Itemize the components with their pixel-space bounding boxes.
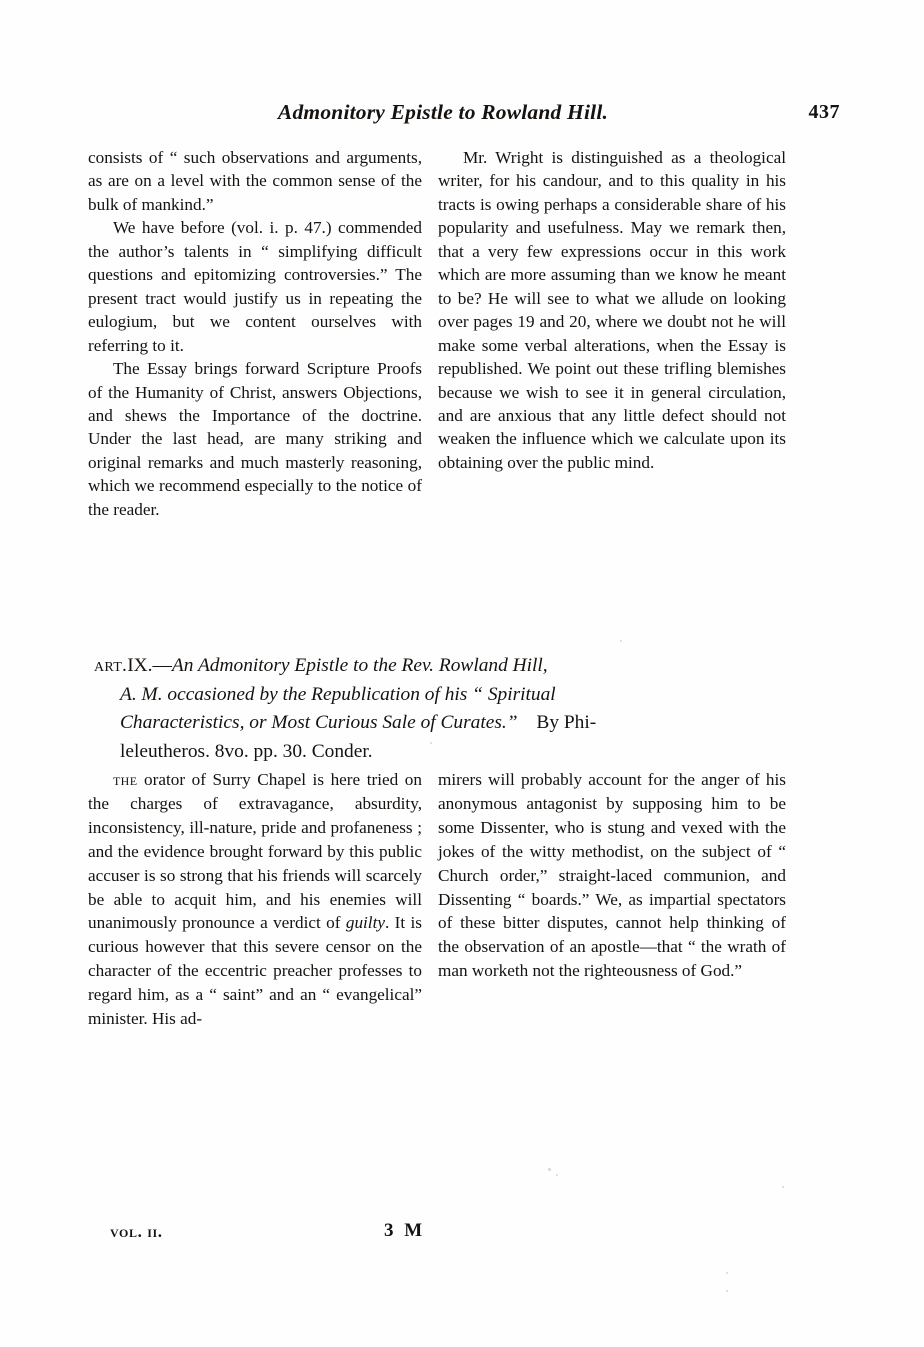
paragraph: consists of “ such observations and arguments, as are on a level with the common sense of the bulk of mankind.” [88, 148, 422, 214]
article-number: IX. [127, 655, 153, 676]
paragraph: mirers will probably account for the anger of his anonymous antagonist by supposing him to be some Dissenter, who is stung and vexed with the jokes of the witty methodist, on the subject of “ Church order,” straight-laced communion, and Dissenting “ boards.” We, as impartial spectators of these bitter disputes, cannot help thinking of the observation of an apostle—that “ the wrath of man worketh not the righteousness of God.” [438, 770, 786, 981]
scan-speck [548, 1168, 551, 1171]
page-number: 437 [808, 101, 840, 123]
scan-speck [556, 1174, 558, 1176]
lower-right-column [438, 768, 786, 983]
article-title-line-2: A. M. occasioned by the Republication of his “ Spiritual [120, 683, 556, 705]
paragraph-text: orator of Surry Chapel is here tried on the charges of extravagance, absurdity, inconsistency, ill-nature, pride and profaneness ; and the evidence brought forward by this public accuser is so strong that his friends will scarcely be able to acquit him, and his enemies will unanimously pronounce a verdict of [88, 770, 422, 933]
paragraph-text-tail: . It is curious however that this severe censor on the character of the eccentric preacher professes to regard him, as a “ saint” and an “ evangelical” minister. His ad- [88, 913, 422, 1029]
lower-left-column [88, 768, 422, 1031]
article-title-line-3: Characteristics, or Most Curious Sale of Curates.” [120, 712, 518, 734]
signature-mark: 3 M [384, 1220, 426, 1241]
scan-speck [782, 1186, 784, 1188]
article-title-line-1: An Admonitory Epistle to the Rev. Rowland Hill, [171, 655, 548, 676]
paragraph [88, 768, 422, 1031]
scan-speck [620, 640, 622, 642]
paragraph: Mr. Wright is distinguished as a theological writer, for his candour, and to this quality in his tracts is owing perhaps a considerable share of his popularity and usefulness. May we remark then, that a very few expressions occur in this work which are more assuming than we know he meant to be? He will see to what we allude on looking over pages 19 and 20, where we doubt not he will make some verbal alterations, when the Essay is republished. We point out these trifling blemishes because we wish to see it in general circulation, and are anxious that any little defect should not weaken the influence which we calculate upon its obtaining over the public mind. [438, 148, 786, 472]
article-imprint: leleutheros. 8vo. pp. 30. Conder. [120, 740, 373, 762]
page-footer [88, 1222, 840, 1248]
running-head [88, 100, 840, 130]
article-dash: — [152, 655, 172, 676]
article-publisher-lead: By Phi- [536, 712, 597, 734]
scan-speck [726, 1290, 728, 1292]
article-heading [94, 652, 836, 766]
volume-label: vol. ii. [110, 1222, 163, 1241]
scan-speck [726, 1272, 728, 1274]
scan-speck [430, 742, 432, 744]
article-label: art. [94, 655, 128, 676]
opening-small-caps-word: the [112, 770, 138, 789]
upper-right-column [438, 146, 786, 474]
paragraph: We have before (vol. i. p. 47.) commended the author’s talents in “ simplifying difficult questions and epitomizing controversies.” The present tract would justify us in repeating the eulogium, but we content ourselves with referring to it. [88, 218, 422, 355]
upper-left-column [88, 146, 422, 521]
paragraph: The Essay brings forward Scripture Proofs of the Humanity of Christ, answers Objections, and shews the Importance of the doctrine. Under the last head, are many striking and original remarks and much masterly reasoning, which we recommend especially to the notice of the reader. [88, 359, 422, 519]
running-head-title: Admonitory Epistle to Rowland Hill. [277, 100, 609, 124]
emphasised-word: guilty [345, 913, 385, 933]
